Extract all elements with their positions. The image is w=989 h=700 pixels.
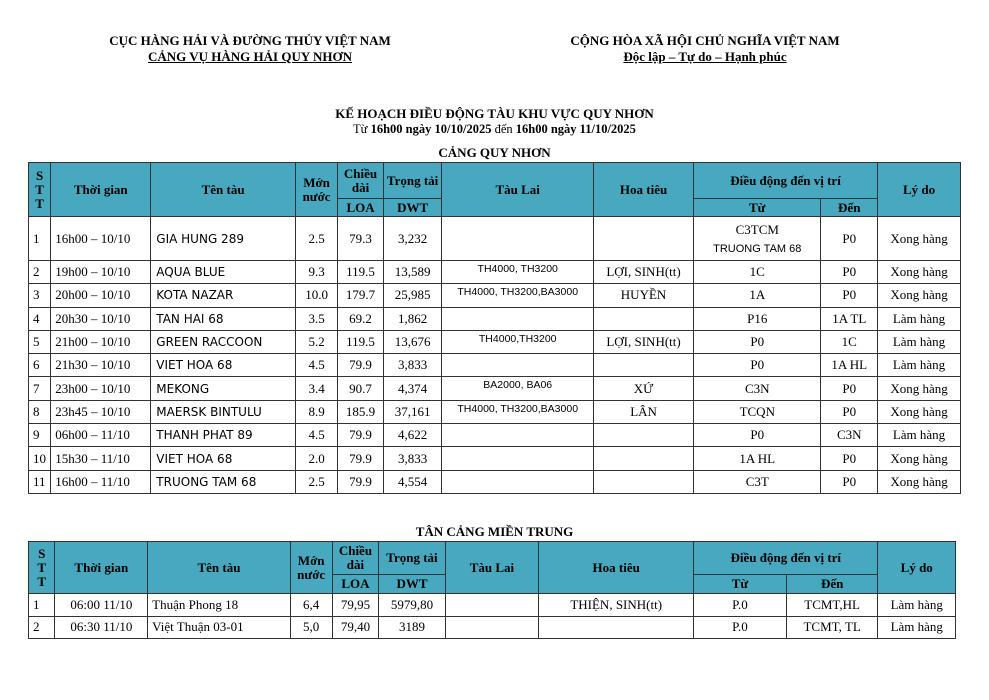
cell-draft: 3.5 [295,307,337,330]
cell-time: 23h45 – 10/10 [51,400,151,423]
cell-dwt: 1,862 [383,307,442,330]
cell-ship: Thuận Phong 18 [148,594,291,617]
cell-draft: 5.2 [295,330,337,353]
cell-pilot: LỢI, SINH(tt) [594,330,694,353]
col-length: Chiều dài [332,542,379,575]
table-row [29,377,961,400]
cell-time: 20h30 – 10/10 [51,307,151,330]
cell-draft: 6,4 [290,594,332,617]
cell-reason: Xong hàng [878,284,961,307]
cell-stt: 7 [29,377,51,400]
cell-to: P0 [821,470,878,493]
col-time: Thời gian [55,542,148,594]
table-row [29,616,956,639]
cell-dwt: 13,589 [383,261,442,284]
cell-reason: Xong hàng [878,470,961,493]
cell-to: TCMT, TL [786,616,878,639]
cell-tug: TH4000, TH3200,BA3000 [442,400,594,423]
cell-to: P0 [821,400,878,423]
col-to: Đến [821,199,878,217]
cell-time: 16h00 – 10/10 [51,217,151,261]
cell-dwt: 3,833 [383,354,442,377]
cell-loa: 79.9 [338,447,383,470]
cell-to: P0 [821,261,878,284]
cell-to: P0 [821,377,878,400]
cell-tug [442,470,594,493]
cell-pilot [594,470,694,493]
cell-tug [442,217,594,261]
col-length: Chiều dài [338,163,383,199]
cell-pilot [594,424,694,447]
cell-pilot [539,616,694,639]
table-row [29,330,961,353]
cell-to: 1A TL [821,307,878,330]
table-row [29,447,961,470]
cell-to: P0 [821,217,878,261]
col-loa: LOA [338,199,383,217]
cell-pilot: LÂN [594,400,694,423]
cell-reason: Làm hàng [878,354,961,377]
cell-dwt: 3,232 [383,217,442,261]
cell-loa: 90.7 [338,377,383,400]
cell-from: C3TCM TRUONG TAM 68 [694,217,821,261]
col-pilot: Hoa tiêu [594,163,694,217]
cell-pilot [594,217,694,261]
cell-loa: 119.5 [338,261,383,284]
cell-to: P0 [821,447,878,470]
col-stt: S T T [29,163,51,217]
cell-reason: Làm hàng [878,594,956,617]
cell-draft: 2.5 [295,217,337,261]
cell-ship: GREEN RACCOON [151,330,296,353]
cell-tug: BA2000, BA06 [442,377,594,400]
cell-reason: Xong hàng [878,400,961,423]
cell-draft: 5,0 [290,616,332,639]
cell-to: 1C [821,330,878,353]
cell-loa: 79,95 [332,594,379,617]
header-row [29,163,961,199]
cell-draft: 2.0 [295,447,337,470]
table-row [29,400,961,423]
cell-draft: 10.0 [295,284,337,307]
country-name: CỘNG HÒA XÃ HỘI CHỦ NGHĨA VIỆT NAM [570,33,840,48]
cell-from: 1C [694,261,821,284]
cell-loa: 79.9 [338,470,383,493]
cell-loa: 185.9 [338,400,383,423]
cell-tug [445,594,539,617]
cell-loa: 79.3 [338,217,383,261]
cell-ship: TAN HAI 68 [151,307,296,330]
cell-stt: 2 [29,261,51,284]
cell-from: P16 [694,307,821,330]
cell-from: TCQN [694,400,821,423]
cell-dwt: 4,622 [383,424,442,447]
cell-time: 16h00 – 11/10 [51,470,151,493]
cell-reason: Làm hàng [878,424,961,447]
col-tug: Tàu Lai [445,542,539,594]
table-row [29,284,961,307]
cell-reason: Làm hàng [878,307,961,330]
cell-pilot [594,447,694,470]
tan-cang-schedule-table [28,541,956,639]
cell-ship: VIET HOA 68 [151,354,296,377]
cell-to: 1A HL [821,354,878,377]
cell-ship: TRUONG TAM 68 [151,470,296,493]
cell-ship: AQUA BLUE [151,261,296,284]
section-title-tan-cang: TÂN CẢNG MIỀN TRUNG [415,524,574,539]
col-draft: Mớn nước [295,163,337,217]
cell-tug [445,616,539,639]
cell-from: C3T [694,470,821,493]
cell-time: 19h00 – 10/10 [51,261,151,284]
cell-pilot: LỢI, SINH(tt) [594,261,694,284]
cell-ship: THANH PHAT 89 [151,424,296,447]
col-tonnage: Trọng tải [383,163,442,199]
cell-tug: TH4000,TH3200 [442,330,594,353]
cell-loa: 79.9 [338,354,383,377]
col-reason: Lý do [878,163,961,217]
table-row [29,594,956,617]
cell-from: P.0 [694,616,787,639]
national-header [515,33,895,65]
cell-to: TCMT,HL [786,594,878,617]
col-move: Điều động đến vị trí [694,542,878,575]
header-row [29,542,956,575]
cell-from: P.0 [694,594,787,617]
cell-tug: TH4000, TH3200 [442,261,594,284]
table-row [29,217,961,261]
col-loa: LOA [332,575,379,594]
cell-stt: 1 [29,594,55,617]
cell-pilot: THIỆN, SINH(tt) [539,594,694,617]
cell-draft: 3.4 [295,377,337,400]
cell-reason: Làm hàng [878,330,961,353]
cell-dwt: 3,833 [383,447,442,470]
cell-loa: 69.2 [338,307,383,330]
cell-stt: 4 [29,307,51,330]
cell-loa: 119.5 [338,330,383,353]
col-reason: Lý do [878,542,956,594]
cell-dwt: 4,554 [383,470,442,493]
table-row [29,470,961,493]
col-from: Từ [694,199,821,217]
cell-reason: Xong hàng [878,377,961,400]
cell-to: P0 [821,284,878,307]
cell-dwt: 3189 [379,616,445,639]
cell-from: 1A [694,284,821,307]
cell-stt: 11 [29,470,51,493]
cell-from: 1A HL [694,447,821,470]
authority-name: CỤC HÀNG HẢI VÀ ĐƯỜNG THỦY VIỆT NAM [109,33,391,48]
cell-ship: MEKONG [151,377,296,400]
port-authority-name: CẢNG VỤ HÀNG HẢI QUY NHƠN [147,49,353,64]
cell-pilot [594,354,694,377]
cell-draft: 4.5 [295,354,337,377]
col-draft: Mớn nước [290,542,332,594]
cell-from: P0 [694,354,821,377]
cell-time: 20h00 – 10/10 [51,284,151,307]
cell-from: C3N [694,377,821,400]
table-row [29,307,961,330]
cell-time: 06:30 11/10 [55,616,148,639]
cell-from: P0 [694,424,821,447]
cell-stt: 9 [29,424,51,447]
table-row [29,424,961,447]
col-tug: Tàu Lai [442,163,594,217]
col-from: Từ [694,575,787,594]
plan-period: Từ 16h00 ngày 10/10/2025 đến 16h00 ngày 11/10/2025 [353,122,636,136]
cell-loa: 179.7 [338,284,383,307]
cell-stt: 3 [29,284,51,307]
cell-dwt: 25,985 [383,284,442,307]
cell-stt: 8 [29,400,51,423]
cell-stt: 2 [29,616,55,639]
cell-time: 06h00 – 11/10 [51,424,151,447]
col-pilot: Hoa tiêu [539,542,694,594]
cell-ship: GIA HUNG 289 [151,217,296,261]
cell-time: 21h00 – 10/10 [51,330,151,353]
cell-tug [442,424,594,447]
cell-dwt: 37,161 [383,400,442,423]
cell-time: 06:00 11/10 [55,594,148,617]
quy-nhon-schedule-table [28,162,961,494]
section-title-quy-nhon: CẢNG QUY NHƠN [438,145,551,160]
col-ship: Tên tàu [151,163,296,217]
cell-stt: 5 [29,330,51,353]
cell-reason: Xong hàng [878,261,961,284]
table-row [29,261,961,284]
cell-pilot [594,307,694,330]
col-tonnage: Trọng tải [379,542,445,575]
col-dwt: DWT [379,575,445,594]
cell-draft: 2.5 [295,470,337,493]
cell-to: C3N [821,424,878,447]
cell-stt: 6 [29,354,51,377]
cell-dwt: 4,374 [383,377,442,400]
col-stt: S T T [29,542,55,594]
cell-pilot: HUYỀN [594,284,694,307]
cell-draft: 8.9 [295,400,337,423]
cell-time: 21h30 – 10/10 [51,354,151,377]
col-dwt: DWT [383,199,442,217]
authority-header [60,33,440,65]
cell-tug [442,354,594,377]
motto: Độc lập – Tự do – Hạnh phúc [623,49,787,64]
cell-reason: Xong hàng [878,447,961,470]
cell-from: P0 [694,330,821,353]
col-ship: Tên tàu [148,542,291,594]
cell-loa: 79.9 [338,424,383,447]
col-to: Đến [786,575,878,594]
cell-time: 15h30 – 11/10 [51,447,151,470]
cell-reason: Xong hàng [878,217,961,261]
table-row [29,354,961,377]
cell-dwt: 5979,80 [379,594,445,617]
cell-ship: KOTA NAZAR [151,284,296,307]
cell-pilot: XỨ [594,377,694,400]
cell-tug [442,447,594,470]
cell-stt: 10 [29,447,51,470]
cell-reason: Làm hàng [878,616,956,639]
cell-tug: TH4000, TH3200,BA3000 [442,284,594,307]
col-move: Điều động đến vị trí [694,163,878,199]
cell-tug [442,307,594,330]
cell-draft: 4.5 [295,424,337,447]
cell-draft: 9.3 [295,261,337,284]
cell-time: 23h00 – 10/10 [51,377,151,400]
cell-loa: 79,40 [332,616,379,639]
cell-ship: MAERSK BINTULU [151,400,296,423]
cell-stt: 1 [29,217,51,261]
plan-title: KẾ HOẠCH ĐIỀU ĐỘNG TÀU KHU VỰC QUY NHƠN [335,106,654,121]
col-time: Thời gian [51,163,151,217]
cell-ship: Việt Thuận 03-01 [148,616,291,639]
cell-ship: VIET HOA 68 [151,447,296,470]
cell-dwt: 13,676 [383,330,442,353]
